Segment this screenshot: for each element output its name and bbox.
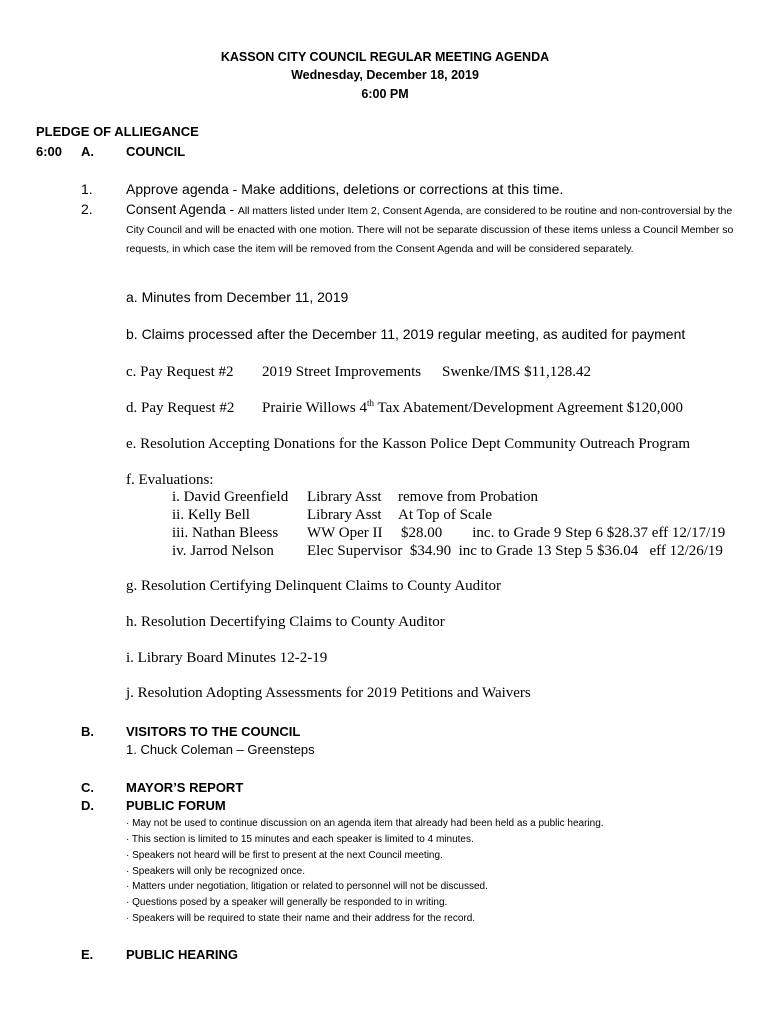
meeting-time: 6:00 PM — [361, 87, 409, 101]
evaluation-detail: $34.90 inc to Grade 13 Step 5 $36.04 eff 12/26/19 — [409, 543, 723, 559]
consent-item-e: e. Resolution Accepting Donations for the Kasson Police Dept Community Outreach Program — [126, 436, 691, 452]
consent-item-c-label: c. Pay Request #2 — [126, 364, 234, 380]
public-forum-rule: · Speakers will only be recognized once. — [126, 866, 305, 877]
section-a-time: 6:00 — [36, 144, 63, 159]
section-e-letter: E. — [81, 947, 94, 962]
meeting-date: Wednesday, December 18, 2019 — [291, 68, 479, 82]
consent-item-a: a. Minutes from December 11, 2019 — [126, 289, 349, 305]
evaluation-detail: $28.00 inc. to Grade 9 Step 6 $28.37 eff 12/17/19 — [401, 525, 726, 541]
consent-item-d-text-post: Tax Abatement/Development Agreement $120,000 — [373, 400, 683, 416]
evaluation-name: iv. Jarrod Nelson — [172, 543, 274, 559]
consent-item-f-title: f. Evaluations: — [126, 472, 214, 488]
visitor-item: 1. Chuck Coleman – Greensteps — [126, 742, 315, 757]
consent-agenda-description: All matters listed under Item 2, Consent Agenda, are considered to be routine and non-controversial by the City Council and will be enacted with one motion. There will not be separate discussion of these items unless a Council Member so requests, in which case the item will be removed from the Consent Agenda and will be considered separately. — [126, 205, 734, 255]
section-c-letter: C. — [81, 780, 94, 795]
evaluation-role-detail — [307, 543, 723, 560]
item-1-number: 1. — [81, 181, 93, 197]
evaluation-name: i. David Greenfield — [172, 489, 289, 505]
evaluation-role: Library Asst — [307, 507, 382, 523]
consent-item-d-text — [262, 400, 683, 417]
consent-item-b: b. Claims processed after the December 11, 2019 regular meeting, as audited for payment — [126, 326, 686, 342]
consent-item-d-label: d. Pay Request #2 — [126, 400, 235, 416]
consent-item-i: i. Library Board Minutes 12-2-19 — [126, 650, 328, 666]
pledge-heading: PLEDGE OF ALLIEGANCE — [36, 124, 199, 139]
consent-item-c-vendor: Swenke/IMS $11,128.42 — [442, 364, 592, 380]
evaluation-role: WW Oper II — [307, 525, 383, 541]
evaluation-detail: remove from Probation — [398, 489, 538, 505]
consent-item-c-project: 2019 Street Improvements — [262, 364, 422, 380]
public-forum-rule: · Speakers not heard will be first to present at the next Council meeting. — [126, 850, 443, 861]
public-forum-rule: · This section is limited to 15 minutes and each speaker is limited to 4 minutes. — [126, 834, 474, 845]
evaluation-role: Elec Supervisor — [307, 543, 403, 559]
section-e-title: PUBLIC HEARING — [126, 947, 238, 962]
consent-item-d-text-pre: Prairie Willows 4 — [262, 400, 367, 416]
section-d-letter: D. — [81, 798, 94, 813]
public-forum-rule: · Speakers will be required to state their name and their address for the record. — [126, 913, 476, 924]
public-forum-rule: · May not be used to continue discussion on an agenda item that already had been held as a public hearing. — [126, 818, 604, 829]
item-2-number: 2. — [81, 201, 93, 217]
evaluation-name: ii. Kelly Bell — [172, 507, 250, 523]
section-b-title: VISITORS TO THE COUNCIL — [126, 724, 301, 739]
section-a-title: COUNCIL — [126, 144, 186, 159]
evaluation-detail: At Top of Scale — [398, 507, 493, 523]
consent-item-h: h. Resolution Decertifying Claims to County Auditor — [126, 614, 445, 630]
consent-agenda-title: Consent Agenda - — [126, 202, 238, 217]
item-1-text: Approve agenda - Make additions, deletions or corrections at this time. — [126, 181, 564, 197]
agenda-title: KASSON CITY COUNCIL REGULAR MEETING AGENDA — [220, 50, 550, 64]
consent-item-g: g. Resolution Certifying Delinquent Claims to County Auditor — [126, 578, 501, 594]
evaluation-role: Library Asst — [307, 489, 382, 505]
section-d-title: PUBLIC FORUM — [126, 798, 226, 813]
consent-item-j: j. Resolution Adopting Assessments for 2019 Petitions and Waivers — [126, 685, 531, 701]
consent-agenda-paragraph — [126, 201, 741, 258]
section-a-letter: A. — [81, 144, 94, 159]
section-c-title: MAYOR’S REPORT — [126, 780, 244, 795]
public-forum-rule: · Questions posed by a speaker will generally be responded to in writing. — [126, 897, 448, 908]
section-b-letter: B. — [81, 724, 94, 739]
public-forum-rule: · Matters under negotiation, litigation or related to personnel will not be discussed. — [126, 881, 488, 892]
consent-item-d-sup: th — [366, 398, 374, 408]
evaluation-name: iii. Nathan Bleess — [172, 525, 279, 541]
